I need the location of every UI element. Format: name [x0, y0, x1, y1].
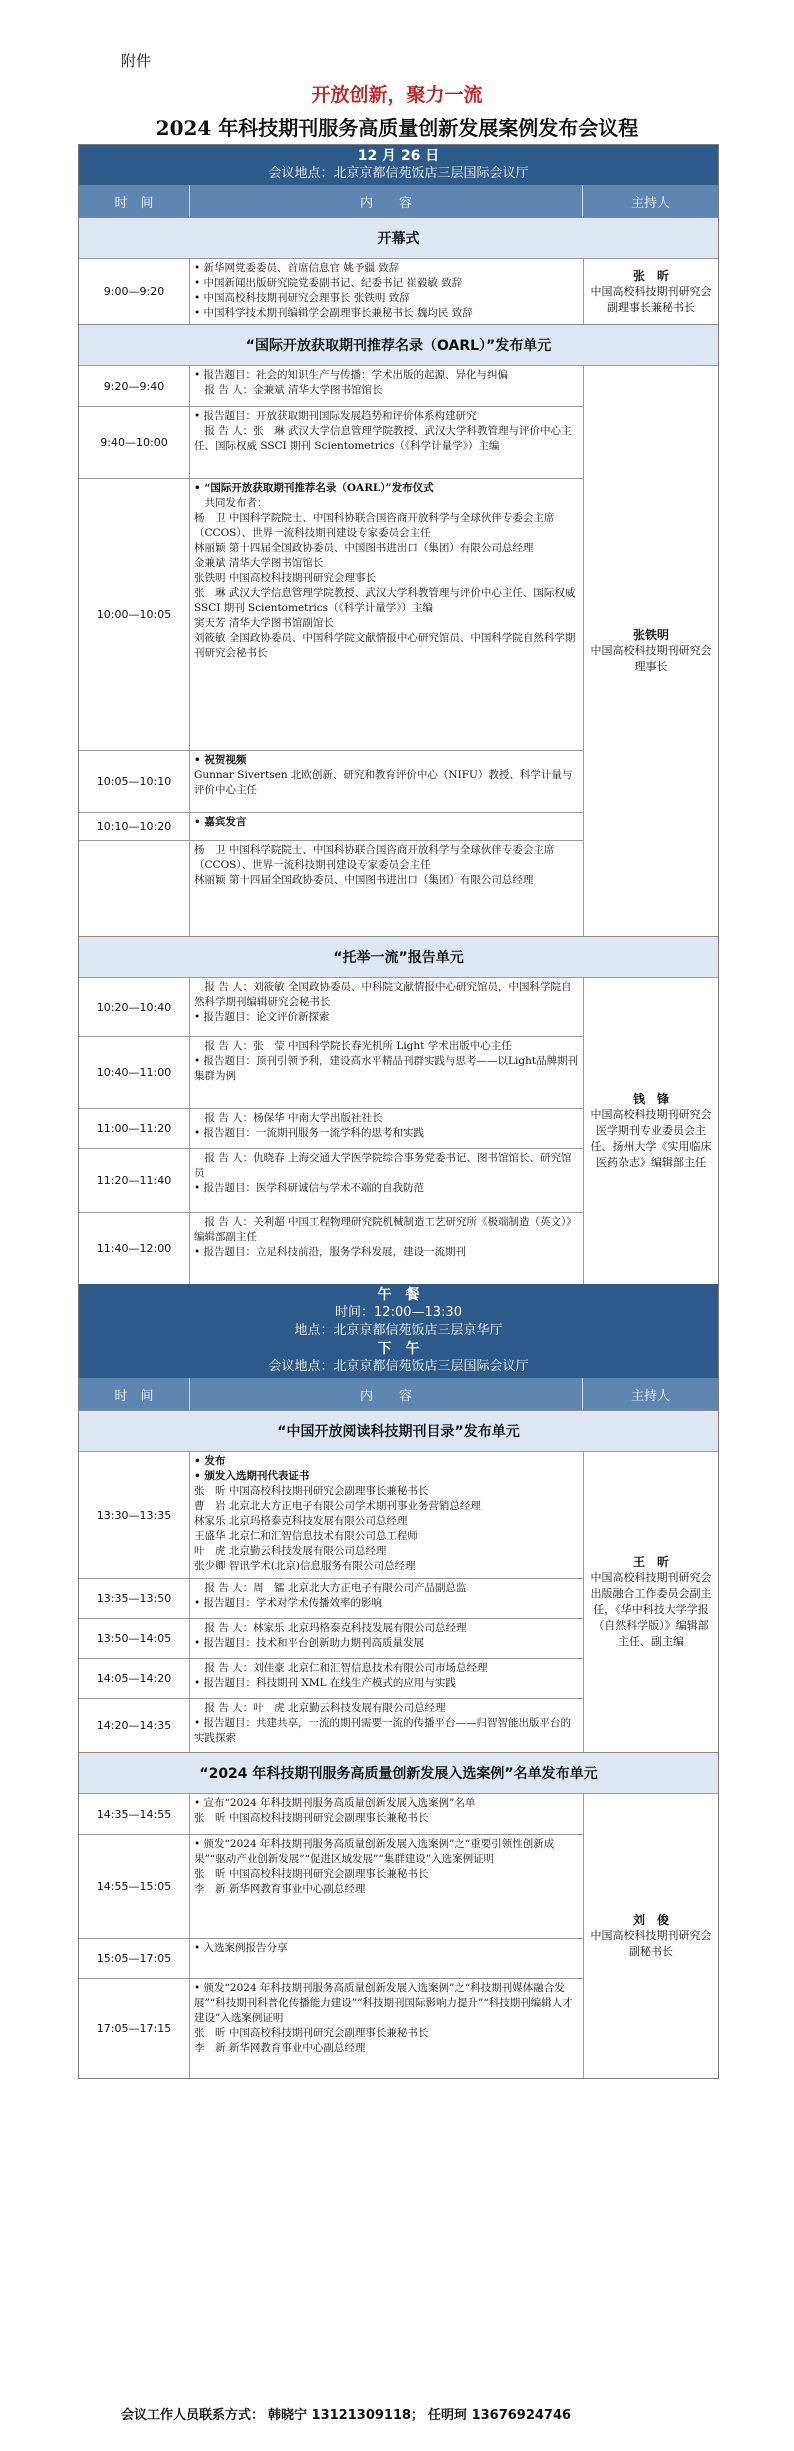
content-line: • 祝贺视频 — [194, 754, 247, 766]
host-name: 王 昕 — [632, 1555, 669, 1569]
content-line: • 颁发“2024 年科技期刊服务高质量创新发展入选案例”之“科技期刊媒体融合发展”“科技期刊科普化传播能力建设”“科技期刊国际影响力提升”“科技期刊编辑人才建设”入选案例证明 — [194, 1982, 573, 2024]
col-time: 时 间 — [79, 185, 190, 217]
time-cell: 10:10—10:20 — [79, 813, 190, 840]
content-line: 报 告 人：叶 虎 北京勤云科技发展有限公司总经理 — [194, 1702, 446, 1714]
content-line: • 中国高校科技期刊研究会理事长 张铁明 致辞 — [194, 292, 410, 304]
content-line: 共同发布者： — [194, 497, 268, 509]
content-cell — [190, 1619, 583, 1658]
content-cell — [190, 259, 583, 324]
host-cell — [583, 1452, 718, 1752]
lunch-time: 时间：12:00—13:30 — [335, 1305, 462, 1320]
section-cases: “2024 年科技期刊服务高质量创新发展入选案例”名单发布单元 — [79, 1752, 718, 1793]
content-line: 林丽颖 第十四届全国政协委员、中国图书进出口（集团）有限公司总经理 — [194, 874, 534, 886]
agenda-table — [78, 144, 719, 2079]
content-line: 报 告 人：刘佳豪 北京仁和汇智信息技术有限公司市场总经理 — [194, 1662, 488, 1674]
host-name: 刘 俊 — [632, 1913, 669, 1927]
table-row — [79, 1212, 583, 1284]
content-line: 张铁明 中国高校科技期刊研究会理事长 — [194, 572, 376, 584]
content-line: • 报告题目：立足科技前沿，服务学科发展，建设一流期刊 — [194, 1246, 467, 1258]
time-cell: 9:20—9:40 — [79, 366, 190, 406]
time-cell: 13:35—13:50 — [79, 1579, 190, 1618]
content-line: 张 琳 武汉大学信息管理学院教授、武汉大学科教管理与评价中心主任、国际权威 SSCI 期刊 Scientometrics（《科学计量学》）主编 — [194, 587, 576, 614]
time-cell: 13:50—14:05 — [79, 1619, 190, 1658]
table-row — [79, 258, 718, 324]
host-title: 中国高校科技期刊研究会副秘书长 — [590, 1929, 712, 1958]
content-line: 报 告 人：周 镭 北京北大方正电子有限公司产品副总监 — [194, 1582, 467, 1594]
content-line: • 报告题目：科技期刊 XML 在线生产模式的应用与实践 — [194, 1677, 456, 1689]
content-cell — [190, 479, 583, 750]
section-opening: 开幕式 — [79, 217, 718, 258]
content-line: 报 告 人：关利超 中国工程物理研究院机械制造工艺研究所《极端制造（英文）》编辑部副主任 — [194, 1216, 577, 1243]
section-oarl: “国际开放获取期刊推荐名录（OARL）”发布单元 — [79, 324, 718, 365]
content-line: 杨 卫 中国科学院院士、中国科协联合国咨商开放科学与全球伙伴专委会主席（CCOS）、世界一流科技期刊建设专家委员会主任 — [194, 844, 555, 871]
lunch-header — [79, 1284, 718, 1378]
content-cell — [190, 1939, 583, 1978]
table-row — [79, 1938, 583, 1978]
content-cell — [190, 1979, 583, 2078]
content-cell — [190, 841, 583, 936]
table-row — [79, 366, 583, 406]
table-row — [79, 1618, 583, 1658]
content-line: • 发布 — [194, 1455, 226, 1467]
content-cell — [190, 751, 583, 812]
table-row — [79, 840, 583, 936]
table-row — [79, 1036, 583, 1108]
content-line: 李 新 新华网教育事业中心副总经理 — [194, 2042, 366, 2054]
table-row — [79, 1658, 583, 1698]
slogan: 开放创新，聚力一流 — [311, 84, 483, 106]
reading-group — [79, 1451, 718, 1752]
table-row — [79, 978, 583, 1036]
page-title: 2024 年科技期刊服务高质量创新发展案例发布会议程 — [155, 116, 639, 140]
col-content: 内 容 — [190, 1378, 583, 1410]
time-cell: 13:30—13:35 — [79, 1452, 190, 1578]
table-row — [79, 1834, 583, 1938]
time-cell: 14:05—14:20 — [79, 1659, 190, 1698]
table-row — [79, 1452, 583, 1578]
content-cell — [190, 1659, 583, 1698]
content-cell — [190, 1213, 583, 1284]
table-row — [79, 750, 583, 812]
table-row — [79, 1794, 583, 1834]
content-line: 刘筱敏 全国政协委员、中国科学院文献情报中心研究馆员、中国科学院自然科学期刊研究会秘书长 — [194, 632, 576, 659]
host-cell — [583, 1794, 718, 2078]
content-line: 张 昕 中国高校科技期刊研究会副理事长兼秘书长 — [194, 1868, 429, 1880]
time-cell: 11:20—11:40 — [79, 1149, 190, 1212]
time-cell: 15:05—17:05 — [79, 1939, 190, 1978]
time-cell: 17:05—17:15 — [79, 1979, 190, 2078]
time-cell: 14:55—15:05 — [79, 1835, 190, 1938]
table-row — [79, 1578, 583, 1618]
content-cell — [190, 1579, 583, 1618]
content-line: • 中国科学技术期刊编辑学会副理事长兼秘书长 魏均民 致辞 — [194, 307, 473, 319]
col-content: 内 容 — [190, 185, 583, 217]
venue-morning: 会议地点：北京京都信苑饭店三层国际会议厅 — [268, 166, 529, 181]
content-cell — [190, 1699, 583, 1752]
content-line: 报 告 人：杨保华 中南大学出版社社长 — [194, 1112, 383, 1124]
content-line: 叶 虎 北京勤云科技发展有限公司总经理 — [194, 1545, 387, 1557]
content-line: • 报告题目：开放获取期刊国际发展趋势和评价体系构建研究 — [194, 410, 477, 422]
time-cell: 9:40—10:00 — [79, 407, 190, 478]
content-line: 李 新 新华网教育事业中心副总经理 — [194, 1883, 366, 1895]
content-line: 报 告 人：仇晓春 上海交通大学医学院综合事务党委书记、图书馆馆长、研究馆员 — [194, 1152, 572, 1179]
content-line: • 报告题目：一流期刊服务一流学科的思考和实践 — [194, 1127, 425, 1139]
time-cell: 9:00—9:20 — [79, 259, 190, 324]
col-host: 主持人 — [630, 1388, 670, 1404]
time-cell: 10:00—10:05 — [79, 479, 190, 750]
contact-1: 韩晓宁 13121309118； — [268, 2408, 425, 2423]
content-line: • 颁发入选期刊代表证书 — [194, 1470, 310, 1482]
host-title: 中国高校科技期刊研究会副理事长兼秘书长 — [590, 284, 712, 314]
content-line: • 入选案例报告分享 — [194, 1942, 288, 1954]
contact-label: 会议工作人员联系方式： — [121, 2408, 265, 2423]
content-line: 窦天芳 清华大学图书馆副馆长 — [194, 617, 334, 629]
lunch-venue: 地点：北京京都信苑饭店三层京华厅 — [294, 1323, 503, 1338]
content-line: 报 告 人：刘筱敏 全国政协委员、中科院文献情报中心研究馆员，中国科学院自然科学期刊编辑研究会秘书长 — [194, 981, 572, 1008]
content-line: 张 昕 中国高校科技期刊研究会副理事长兼秘书长 — [194, 2027, 429, 2039]
cases-group — [79, 1793, 718, 2078]
afternoon-title: 下 午 — [377, 1341, 420, 1357]
host-title: 中国高校科技期刊研究会理事长 — [590, 644, 712, 673]
host-name: 张 昕 — [632, 268, 669, 283]
content-cell — [190, 1794, 583, 1834]
lunch-title: 午 餐 — [377, 1287, 420, 1303]
content-line: 林丽颖 第十四届全国政协委员、中国图书进出口（集团）有限公司总经理 — [194, 542, 534, 554]
content-cell — [190, 366, 583, 406]
table-row — [79, 812, 583, 840]
content-line: • 报告题目：学术对学术传播效率的影响 — [194, 1597, 383, 1609]
attachment-label: 附件 — [121, 52, 152, 70]
time-cell: 11:40—12:00 — [79, 1213, 190, 1284]
content-line: 报 告 人：金兼斌 清华大学图书馆馆长 — [194, 384, 383, 396]
content-cell — [190, 1835, 583, 1938]
time-cell: 14:35—14:55 — [79, 1794, 190, 1834]
content-line: • 颁发“2024 年科技期刊服务高质量创新发展入选案例”之“重要引领性创新成果”“驱动产业创新发展”“促进区域发展”“集群建设”入选案例证明 — [194, 1838, 555, 1865]
content-line: 杨 卫 中国科学院院士、中国科协联合国咨商开放科学与全球伙伴专委会主席（CCOS）、世界一流科技期刊建设专家委员会主任 — [194, 512, 555, 539]
section-reading: “中国开放阅读科技期刊目录”发布单元 — [79, 1410, 718, 1451]
content-line: • 报告题目：技术和平台创新助力期刊高质量发展 — [194, 1637, 425, 1649]
time-cell: 10:05—10:10 — [79, 751, 190, 812]
tuiju-group — [79, 977, 718, 1284]
time-cell: 10:20—10:40 — [79, 978, 190, 1036]
day-date: 12 月 26 日 — [357, 148, 440, 164]
time-cell: 10:40—11:00 — [79, 1037, 190, 1108]
content-line: 曹 岩 北京北大方正电子有限公司学术期刊事业务营销总经理 — [194, 1500, 481, 1512]
content-line: • 报告题目：医学科研诚信与学术不端的自我防范 — [194, 1182, 425, 1194]
time-cell — [79, 841, 190, 936]
content-line: 林家乐 北京玛格泰克科技发展有限公司总经理 — [194, 1515, 408, 1527]
content-cell — [190, 407, 583, 478]
column-header — [79, 1378, 718, 1410]
content-line: 报 告 人：张 琳 武汉大学信息管理学院教授、武汉大学科教管理与评价中心主任、国际权威 SSCI 期刊 Scientometrics（《科学计量学》）主编 — [194, 425, 572, 452]
table-row — [79, 406, 583, 478]
table-row — [79, 478, 583, 750]
table-row — [79, 1978, 583, 2078]
host-cell — [583, 366, 718, 936]
content-line: Gunnar Sivertsen 北欧创新、研究和教育评价中心（NIFU）教授、科学计量与评价中心主任 — [194, 769, 573, 796]
content-line: 王盛华 北京仁和汇智信息技术有限公司总工程师 — [194, 1530, 418, 1542]
content-line: • 嘉宾发言 — [194, 816, 247, 828]
section-tuiju: “托举一流”报告单元 — [79, 936, 718, 977]
content-line: • 报告题目：社会的知识生产与传播：学术出版的起源、异化与纠偏 — [194, 369, 509, 381]
content-line: 金兼斌 清华大学图书馆馆长 — [194, 557, 324, 569]
content-line: 报 告 人：张 莹 中国科学院长春光机所 Light 学术出版中心主任 — [194, 1040, 512, 1052]
table-row — [79, 1108, 583, 1148]
column-header — [79, 185, 718, 217]
host-cell — [583, 259, 718, 324]
contact-2: 任明珂 13676924746 — [428, 2408, 572, 2423]
content-line: 张少卿 智讯学术(北京)信息服务有限公司总经理 — [194, 1560, 416, 1572]
oarl-group — [79, 365, 718, 936]
content-line: • 宣布“2024 年科技期刊服务高质量创新发展入选案例”名单 — [194, 1797, 476, 1809]
content-line: • 报告题目：顶刊引领予利，建设高水平精品刊群实践与思考——以Light品牌期刊集群为例 — [194, 1055, 579, 1082]
host-title: 中国高校科技期刊研究会出版融合工作委员会副主任，《华中科技大学学报（自然科学版）》编辑部主任、副主编 — [590, 1571, 712, 1648]
content-cell — [190, 1037, 583, 1108]
time-cell: 11:00—11:20 — [79, 1109, 190, 1148]
content-cell — [190, 1452, 583, 1578]
host-name: 张铁明 — [632, 628, 669, 642]
content-line: • 新华网党委委员、首席信息官 姚予疆 致辞 — [194, 262, 400, 274]
content-cell — [190, 813, 583, 840]
content-line: • 报告题目：论文评价新探索 — [194, 1011, 330, 1023]
col-time: 时 间 — [79, 1378, 190, 1410]
content-line: 张 昕 中国高校科技期刊研究会副理事长兼秘书长 — [194, 1812, 429, 1824]
content-line: • “国际开放获取期刊推荐名录（OARL）”发布仪式 — [194, 482, 434, 494]
content-cell — [190, 978, 583, 1036]
content-line: 张 昕 中国高校科技期刊研究会副理事长兼秘书长 — [194, 1485, 429, 1497]
table-row — [79, 1698, 583, 1752]
table-row — [79, 1148, 583, 1212]
host-name: 钱 锋 — [632, 1092, 669, 1106]
content-line: • 中国新闻出版研究院党委副书记、纪委书记 崔毅敏 致辞 — [194, 277, 463, 289]
content-cell — [190, 1109, 583, 1148]
content-line: • 报告题目：共建共享，一流的期刊需要一流的传播平台——归智智能出版平台的实践探索 — [194, 1717, 572, 1744]
content-cell — [190, 1149, 583, 1212]
day-header — [79, 145, 718, 185]
venue-afternoon: 会议地点：北京京都信苑饭店三层国际会议厅 — [268, 1359, 529, 1374]
time-cell: 14:20—14:35 — [79, 1699, 190, 1752]
content-line: 报 告 人：林家乐 北京玛格泰克科技发展有限公司总经理 — [194, 1622, 467, 1634]
col-host: 主持人 — [630, 195, 670, 211]
host-cell — [583, 978, 718, 1284]
contact-footer — [121, 2404, 575, 2423]
host-title: 中国高校科技期刊研究会医学期刊专业委员会主任、扬州大学《实用临床医药杂志》编辑部主任 — [590, 1108, 712, 1169]
